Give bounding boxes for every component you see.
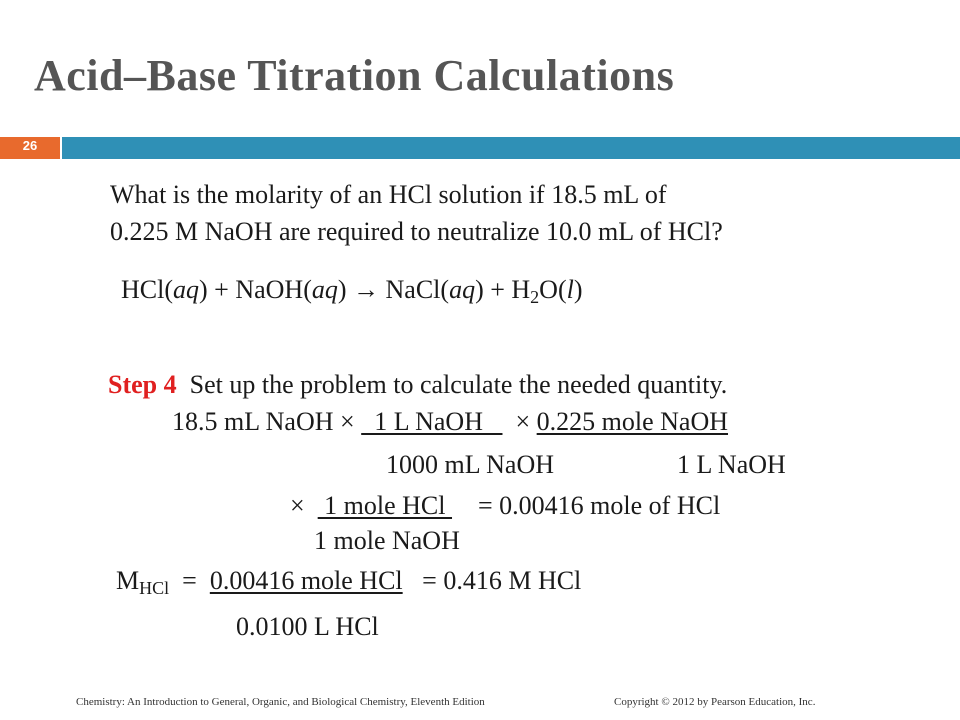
question-line-1: What is the molarity of an HCl solution if 18.5 mL of <box>110 180 667 209</box>
calc-den-1: 1000 mL NaOH <box>386 450 555 479</box>
molarity-line: $M_{HCl} = 0.00416$ mole HCl = 0.416 M HCl <box>116 566 582 598</box>
step-4-line <box>108 370 727 400</box>
slide-title: Acid–Base Titration Calculations <box>34 51 675 100</box>
step-label: Step 4 <box>108 370 177 399</box>
footer-book-title: Chemistry: An Introduction to General, Organic, and Biological Chemistry, Eleventh Edition <box>76 696 485 708</box>
calc-den-3: 1 mole NaOH <box>314 526 460 555</box>
calc-row-3: × 1 mole HCl = 0.00416 mole of HCl <box>290 491 721 520</box>
slide-number: 26 <box>22 138 38 153</box>
reaction-equation: HCl(aq) + NaOH(aq) → NaCl(aq) + $H_2O(l)$ <box>121 275 583 307</box>
calc-den-2: 1 L NaOH <box>677 450 786 479</box>
calc-row-1: 18.5 mL NaOH × 1 L NaOH × 0.225 mole NaOH <box>172 407 729 436</box>
footer-copyright: Copyright © 2012 by Pearson Education, Inc. <box>614 696 816 708</box>
step-text: Set up the problem to calculate the needed quantity. <box>189 370 728 399</box>
molarity-denominator: 0.0100 L HCl <box>236 612 379 641</box>
title-divider-bar <box>62 137 960 159</box>
question-line-2: 0.225 M NaOH are required to neutralize 10.0 mL of HCl? <box>110 217 723 246</box>
